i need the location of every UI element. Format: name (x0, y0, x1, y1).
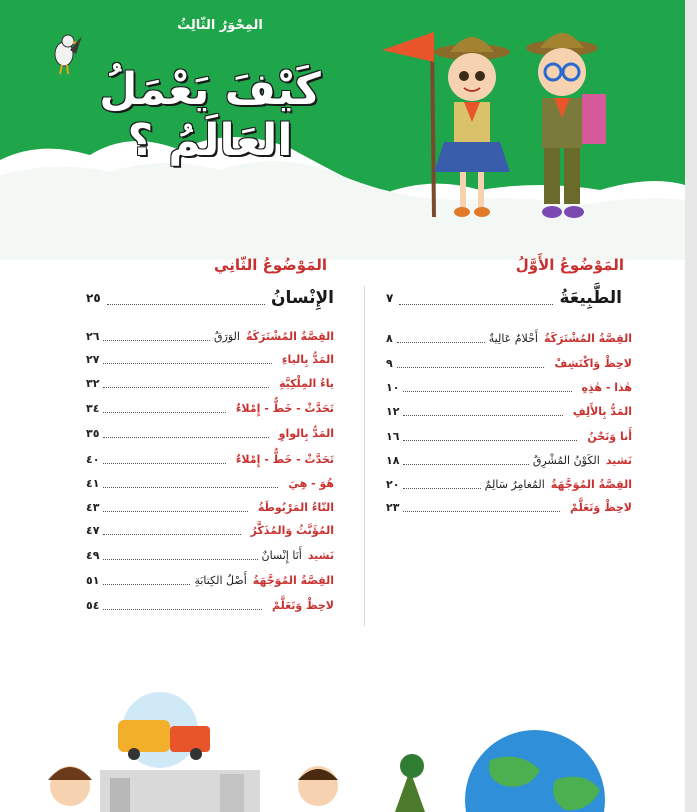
toc-entry-label: المَدُّ بِالأَلِفِ (572, 404, 632, 418)
toc-entry-label: المُؤَنَّثُ وَالمُذَكَّرُ (250, 523, 334, 537)
toc-row[interactable] (86, 473, 334, 493)
leader-dots (103, 502, 247, 512)
toc-entry-page: ٤٩ (86, 548, 100, 562)
toc-entry-label: القِصَّةُ المُوَجَّهَةُ (252, 573, 334, 587)
toc-row[interactable] (386, 497, 632, 517)
toc-row[interactable] (86, 595, 334, 615)
toc-entry-label: تَحَدَّثْ - خَطٌّ - إِمْلاءٌ (235, 452, 334, 466)
toc-row[interactable] (386, 450, 632, 470)
toc-entry-page: ٣٥ (86, 426, 100, 440)
axis-label: المِحْوَرُ الثّالِثُ (177, 18, 263, 33)
topic-one-heading: المَوْضُوعُ الأَوَّلُ (515, 256, 624, 274)
topic-two-page: ٢٥ (86, 291, 101, 305)
toc-entry-page: ٥١ (86, 573, 100, 587)
toc-row[interactable] (86, 449, 334, 469)
toc-entry-label: نَشيد (605, 453, 632, 467)
toc-entry-subtitle: أَنَا إِنْسانٌ (261, 548, 302, 562)
toc-entry-page: ٢٣ (386, 500, 400, 514)
toc-row[interactable] (86, 326, 334, 346)
leader-dots (103, 525, 240, 535)
toc-entry-page: ٣٤ (86, 401, 100, 415)
leader-dots (403, 382, 571, 392)
toc-entry-subtitle: أَحْلامٌ عَالِيةٌ (488, 331, 538, 345)
toc-entry-label: القِصَّةُ المُشْتَرَكَةُ (543, 331, 632, 345)
toc-row[interactable] (86, 570, 334, 590)
toc-row[interactable] (86, 497, 334, 517)
toc-entry-page: ٤٧ (86, 523, 100, 537)
toc-entry-label: المَدُّ بِالواوِ (278, 426, 334, 440)
toc-entry-label: هُوَ - هِيَ (288, 476, 334, 490)
leader-dots (403, 502, 560, 512)
leader-dots (107, 292, 265, 305)
page-title: كَيْفَ يَعْمَلُ العَالَمُ ؟ (99, 64, 321, 166)
toc-row[interactable] (86, 423, 334, 443)
toc-entry-label: لاحِظْ وَتَعَلَّمْ (271, 598, 334, 612)
leader-dots (103, 403, 225, 413)
toc-row[interactable] (86, 520, 334, 540)
leader-dots (103, 354, 271, 364)
toc-entry-label: أَنا وَنَحْنُ (587, 429, 632, 443)
seagull-icon (48, 32, 84, 76)
leader-dots (103, 378, 269, 388)
toc-entry-page: ٤١ (86, 476, 100, 490)
toc-entry-page: ١٠ (386, 380, 400, 394)
column-divider (364, 286, 365, 626)
leader-dots (403, 431, 577, 441)
toc-entry-page: ٣٢ (86, 376, 100, 390)
leader-dots (403, 479, 480, 489)
toc-row[interactable] (386, 401, 632, 421)
toc-entry-page: ١٢ (386, 404, 400, 418)
leader-dots (397, 358, 545, 368)
toc-entry-label: لاحِظْ وَاكْتَشِفْ (554, 356, 632, 370)
scout-children-illustration (372, 22, 632, 232)
topic-two-heading: المَوْضُوعُ الثّانِي (214, 256, 327, 274)
topic-two-title: الإِنْسانُ (270, 288, 334, 308)
topic-one-page: ٧ (386, 291, 394, 305)
toc-entry-page: ١٨ (386, 453, 400, 467)
toc-entry-label: القِصَّةُ المُشْتَرَكَةُ (245, 329, 334, 343)
toc-row[interactable] (86, 373, 334, 393)
toc-entry-subtitle: المُغامِرُ سَالِمٌ (484, 477, 545, 491)
toc-entry-label: نَشيد (307, 548, 334, 562)
toc-entry-page: ٤٣ (86, 500, 100, 514)
toc-entry-label: ياءُ المِلْكِيَّةِ (278, 376, 334, 390)
topic-two-row[interactable] (86, 288, 334, 308)
toc-entry-subtitle: الكَوْنُ المُشْرِقُ (532, 453, 600, 467)
toc-entry-page: ٩ (386, 356, 393, 370)
leader-dots (397, 333, 485, 343)
leader-dots (103, 478, 278, 488)
toc-row[interactable] (86, 545, 334, 565)
toc-entry-page: ٤٠ (86, 452, 100, 466)
leader-dots (103, 600, 262, 610)
toc-row[interactable] (86, 349, 334, 369)
topic-one-row[interactable] (386, 288, 622, 308)
toc-entry-label: القِصَّةُ المُوَجَّهَةُ (550, 477, 632, 491)
toc-entry-label: التّاءُ المَرْبُوطَةُ (257, 500, 334, 514)
toc-entry-page: ١٦ (386, 429, 400, 443)
toc-entry-label: هٰذا - هٰذِهِ (581, 380, 632, 394)
toc-entry-label: المَدُّ بِالياءِ (281, 352, 334, 366)
toc-entry-page: ٨ (386, 331, 393, 345)
leader-dots (103, 550, 257, 560)
leader-dots (103, 454, 225, 464)
bottom-illustrations (0, 690, 685, 812)
topic-one-title: الطَّبِيعَةُ (559, 288, 622, 308)
toc-entry-page: ٥٤ (86, 598, 100, 612)
toc-row[interactable] (386, 474, 632, 494)
toc-row[interactable] (386, 328, 632, 348)
toc-entry-label: تَحَدَّثْ - خَطٌّ - إِمْلاءٌ (235, 401, 334, 415)
toc-entry-subtitle: أَصْلُ الكِتابَةِ (194, 573, 247, 587)
leader-dots (399, 292, 553, 305)
toc-entry-page: ٢٧ (86, 352, 100, 366)
leader-dots (103, 575, 190, 585)
toc-entry-subtitle: الوَرَقُ (214, 329, 240, 343)
toc-row[interactable] (86, 398, 334, 418)
leader-dots (103, 331, 210, 341)
toc-row[interactable] (386, 353, 632, 373)
leader-dots (103, 428, 268, 438)
toc-entry-page: ٢٠ (386, 477, 400, 491)
toc-entry-label: لاحِظْ وَتَعَلَّمْ (569, 500, 632, 514)
toc-row[interactable] (386, 377, 632, 397)
toc-row[interactable] (386, 426, 632, 446)
leader-dots (403, 406, 562, 416)
toc-entry-page: ٢٦ (86, 329, 100, 343)
leader-dots (403, 455, 528, 465)
